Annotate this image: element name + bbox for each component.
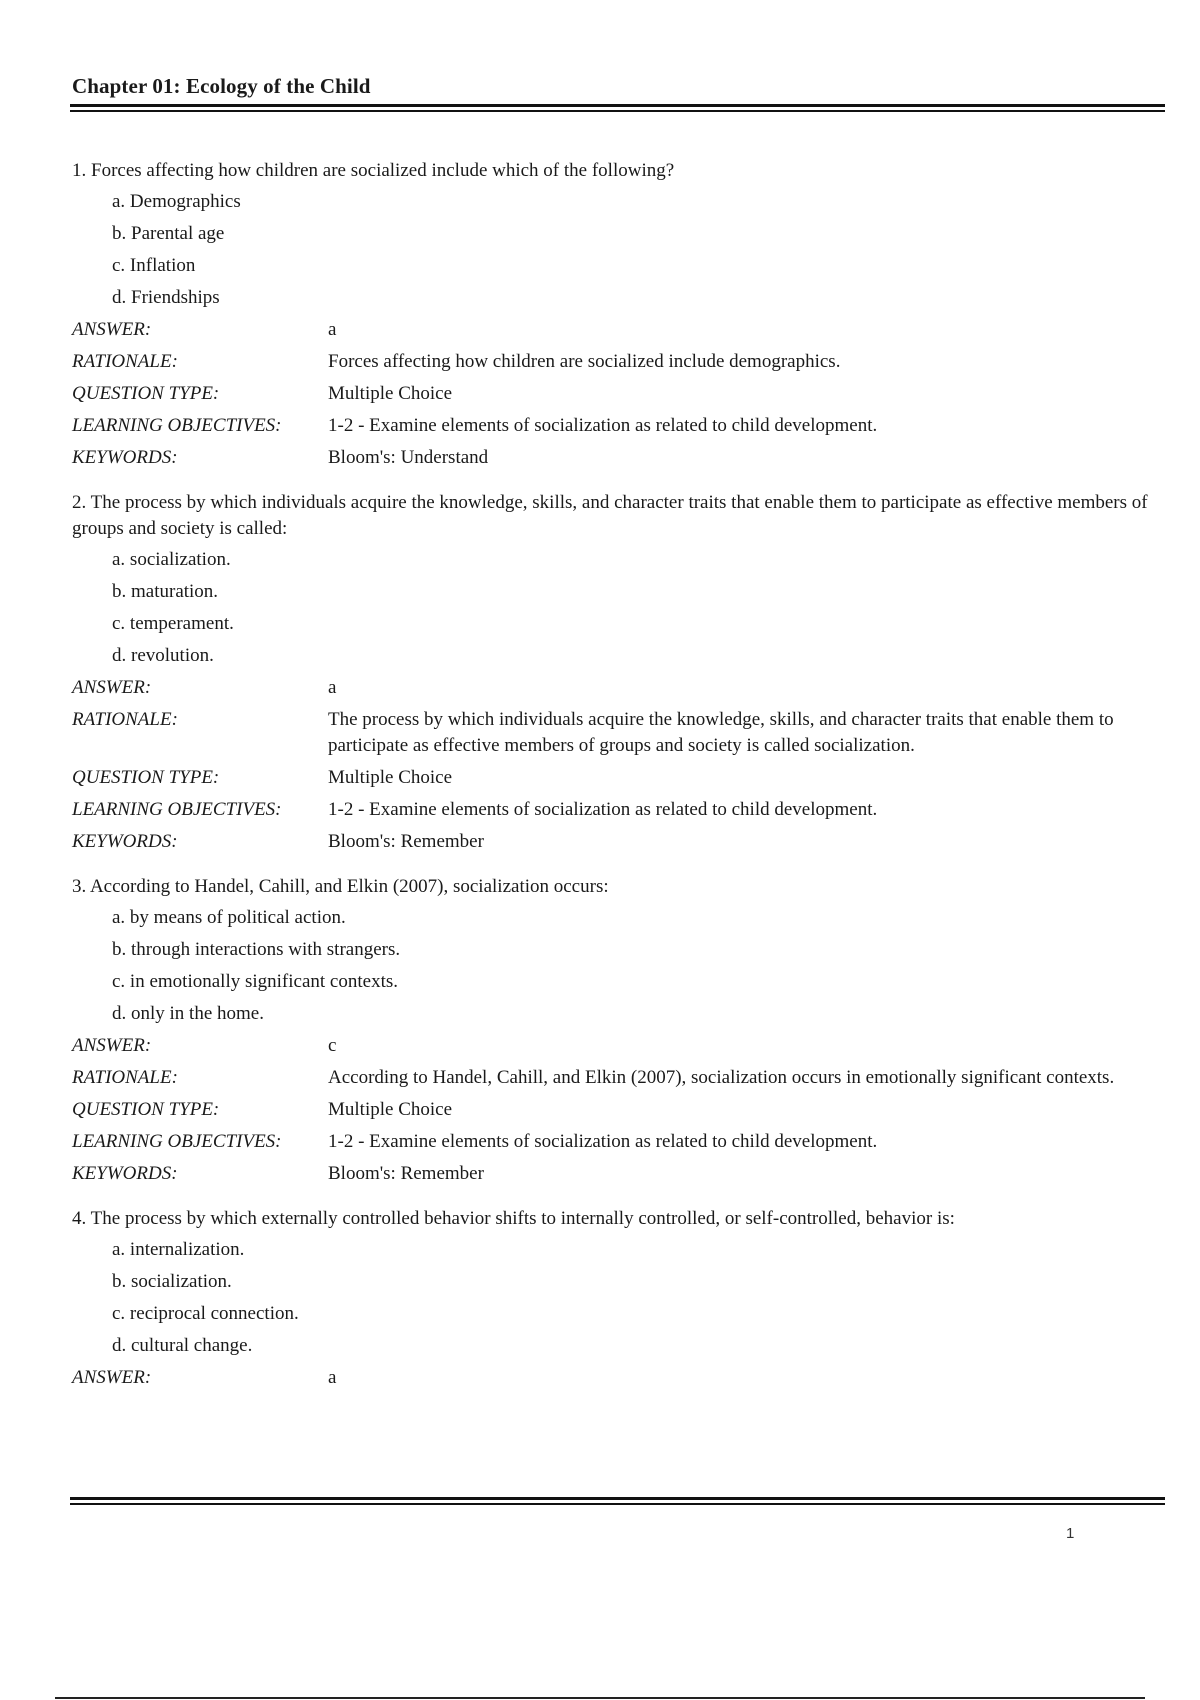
option-list [72,186,1167,314]
answer-label: ANSWER: [72,319,152,340]
header-rule [70,104,1165,114]
keywords-row [72,826,1167,858]
question-3 [72,874,1167,1190]
option-b: b. socialization. [112,1271,232,1292]
question-meta [72,1030,1167,1190]
option-d: d. only in the home. [112,1003,264,1024]
rationale-value: The process by which individuals acquire the knowledge, skills, and character traits that enable them to participate as effective members of groups and society is called socialization. [328,709,1114,756]
question-stem: 1. Forces affecting how children are socialized include which of the following? [72,160,675,181]
header-rule-thin [70,110,1165,112]
learning-objectives-row [72,1126,1167,1158]
learning-objectives-label: LEARNING OBJECTIVES: [72,1131,282,1152]
keywords-value: Bloom's: Understand [328,447,489,468]
question-list [72,158,1167,1410]
option-b: b. through interactions with strangers. [112,939,401,960]
answer-value: a [328,319,337,340]
keywords-value: Bloom's: Remember [328,1163,484,1184]
learning-objectives-value: 1-2 - Examine elements of socialization as related to child development. [328,415,878,436]
option-list [72,1234,1167,1362]
question-meta [72,672,1167,858]
question-type-label: QUESTION TYPE: [72,1099,220,1120]
learning-objectives-value: 1-2 - Examine elements of socialization as related to child development. [328,799,878,820]
option-c: c. reciprocal connection. [112,1303,299,1324]
keywords-label: KEYWORDS: [72,1163,178,1184]
option-list [72,544,1167,672]
answer-label: ANSWER: [72,1035,152,1056]
answer-row [72,1362,1167,1394]
question-meta [72,314,1167,474]
answer-value: c [328,1035,337,1056]
question-type-value: Multiple Choice [328,767,453,788]
rationale-label: RATIONALE: [72,1067,178,1088]
question-1 [72,158,1167,474]
rationale-row [72,707,1167,759]
question-stem: 2. The process by which individuals acquire the knowledge, skills, and character traits that enable them to participate as effective members of groups and society is called: [72,492,1148,539]
option-list [72,902,1167,1030]
question-type-row [72,378,1167,410]
question-type-label: QUESTION TYPE: [72,383,220,404]
option-c: c. Inflation [112,255,196,276]
question-stem: 3. According to Handel, Cahill, and Elkin (2007), socialization occurs: [72,876,609,897]
question-type-row [72,1094,1167,1126]
answer-row [72,672,1167,704]
footer-rule-thin [70,1503,1165,1505]
answer-value: a [328,677,337,698]
learning-objectives-row [72,794,1167,826]
rationale-row [72,346,1167,378]
chapter-title: Chapter 01: Ecology of the Child [72,74,371,98]
keywords-row [72,442,1167,474]
question-stem: 4. The process by which externally controlled behavior shifts to internally controlled, or self-controlled, behavior is: [72,1208,955,1229]
option-d: d. cultural change. [112,1335,253,1356]
rationale-value: According to Handel, Cahill, and Elkin (2007), socialization occurs in emotionally significant contexts. [328,1067,1115,1088]
keywords-value: Bloom's: Remember [328,831,484,852]
learning-objectives-value: 1-2 - Examine elements of socialization as related to child development. [328,1131,878,1152]
option-d: d. Friendships [112,287,220,308]
option-a: a. internalization. [112,1239,245,1260]
question-2 [72,490,1167,858]
rationale-value: Forces affecting how children are socialized include demographics. [328,351,841,372]
question-type-label: QUESTION TYPE: [72,767,220,788]
question-type-row [72,762,1167,794]
header-rule-thick [70,104,1165,107]
footer-rule [70,1497,1165,1507]
question-type-value: Multiple Choice [328,1099,453,1120]
answer-row [72,1030,1167,1062]
rationale-row [72,1065,1167,1091]
option-b: b. Parental age [112,223,225,244]
option-a: a. by means of political action. [112,907,346,928]
option-a: a. socialization. [112,549,231,570]
answer-label: ANSWER: [72,677,152,698]
answer-label: ANSWER: [72,1367,152,1388]
rationale-label: RATIONALE: [72,351,178,372]
question-meta [72,1362,1167,1394]
learning-objectives-label: LEARNING OBJECTIVES: [72,415,282,436]
option-b: b. maturation. [112,581,219,602]
question-4 [72,1206,1167,1394]
keywords-label: KEYWORDS: [72,831,178,852]
option-a: a. Demographics [112,191,241,212]
option-c: c. temperament. [112,613,234,634]
answer-row [72,314,1167,346]
learning-objectives-row [72,410,1167,442]
option-d: d. revolution. [112,645,214,666]
page-edge-line [55,1697,1145,1699]
page-number: 1 [1066,1525,1075,1542]
rationale-label: RATIONALE: [72,709,178,730]
footer-rule-thick [70,1497,1165,1500]
keywords-row [72,1158,1167,1190]
learning-objectives-label: LEARNING OBJECTIVES: [72,799,282,820]
keywords-label: KEYWORDS: [72,447,178,468]
question-type-value: Multiple Choice [328,383,453,404]
answer-value: a [328,1367,337,1388]
option-c: c. in emotionally significant contexts. [112,971,398,992]
